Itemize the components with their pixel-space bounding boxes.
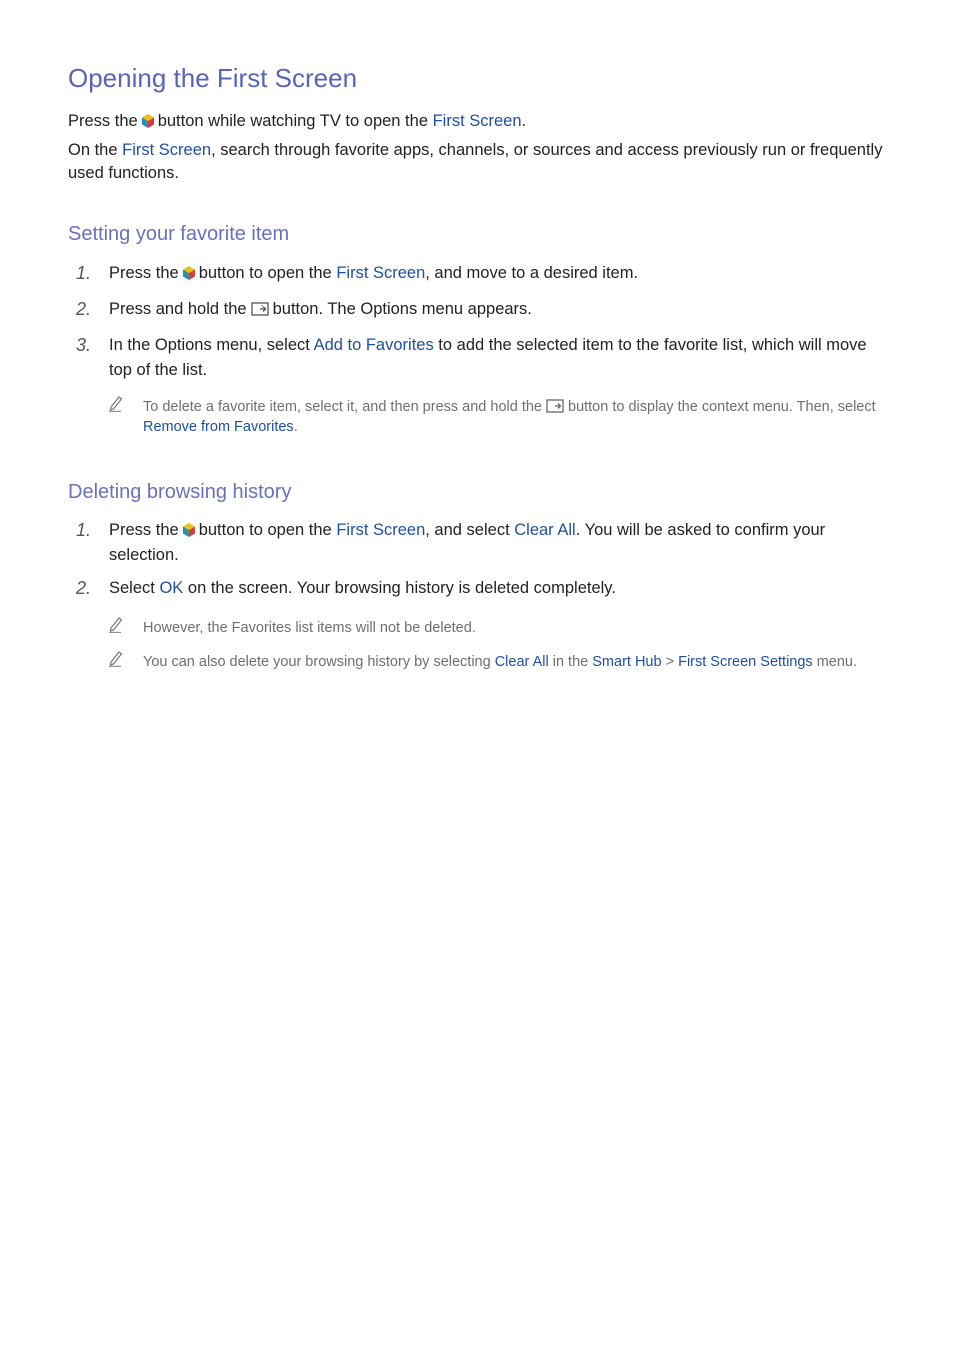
pencil-note-icon bbox=[108, 649, 124, 667]
options-button-icon bbox=[251, 302, 269, 316]
intro-paragraph-1 bbox=[68, 110, 888, 133]
step-number: 2. bbox=[76, 299, 92, 319]
step-text-part: on the screen. Your browsing history is deleted completely. bbox=[187, 579, 616, 597]
step-number: 3. bbox=[76, 335, 92, 355]
step-text bbox=[109, 333, 879, 383]
section-heading-favorite: Setting your favorite item bbox=[68, 223, 290, 245]
step-text-part: Press and hold the bbox=[109, 300, 247, 318]
step-text-part: , and move to a desired item. bbox=[425, 264, 639, 282]
note-text-part: You can also delete your browsing history by selecting bbox=[143, 654, 491, 670]
remove-from-favorites-term: Remove from Favorites bbox=[143, 419, 294, 435]
options-button-icon bbox=[546, 399, 564, 413]
breadcrumb-separator: > bbox=[665, 654, 675, 670]
add-to-favorites-term: Add to Favorites bbox=[313, 336, 434, 354]
intro-period: . bbox=[521, 112, 527, 130]
intro-text: Press the bbox=[68, 112, 138, 130]
step-text-part: button. The Options menu appears. bbox=[272, 300, 532, 318]
note-text-part: button to display the context menu. Then, select bbox=[568, 399, 876, 415]
pencil-note-icon bbox=[108, 394, 124, 412]
step-number: 2. bbox=[76, 578, 92, 598]
step-text-part: In the Options menu, select bbox=[109, 336, 310, 354]
step-number: 1. bbox=[76, 263, 92, 283]
smart-hub-home-icon bbox=[142, 114, 154, 128]
step-text-part: Select bbox=[109, 579, 155, 597]
ok-term: OK bbox=[159, 579, 184, 597]
smart-hub-home-icon bbox=[183, 523, 195, 537]
section-heading-history: Deleting browsing history bbox=[68, 481, 292, 503]
note-text-part: To delete a favorite item, select it, and then press and hold the bbox=[143, 399, 542, 415]
step-text-part: button to open the bbox=[198, 264, 332, 282]
intro-text: button while watching TV to open the bbox=[157, 112, 428, 130]
step-text bbox=[109, 576, 879, 601]
first-screen-term: First Screen bbox=[122, 141, 212, 159]
step-text-part: , and select bbox=[425, 521, 510, 539]
step-text-part: Press the bbox=[109, 264, 179, 282]
intro-paragraph-2 bbox=[68, 139, 888, 185]
smart-hub-term: Smart Hub bbox=[592, 654, 662, 670]
intro-text: On the bbox=[68, 141, 118, 159]
smart-hub-home-icon bbox=[183, 266, 195, 280]
note-text bbox=[143, 397, 888, 437]
step-text-part: . You will be asked to confirm your selection. bbox=[109, 521, 826, 564]
intro-text: , search through favorite apps, channels, or sources and access previously run or frequently used functions. bbox=[68, 141, 883, 182]
first-screen-term: First Screen bbox=[432, 112, 522, 130]
first-screen-term: First Screen bbox=[336, 521, 426, 539]
step-text bbox=[109, 518, 879, 568]
note-text bbox=[143, 652, 888, 672]
first-screen-settings-term: First Screen Settings bbox=[678, 654, 813, 670]
note-text-part: menu. bbox=[816, 654, 858, 670]
pencil-note-icon bbox=[108, 615, 124, 633]
step-text-part: button to open the bbox=[198, 521, 332, 539]
step-text-part: Press the bbox=[109, 521, 179, 539]
clear-all-term: Clear All bbox=[514, 521, 576, 539]
step-text bbox=[109, 261, 879, 286]
step-text bbox=[109, 297, 879, 322]
note-text-part: in the bbox=[552, 654, 589, 670]
clear-all-term: Clear All bbox=[494, 654, 549, 670]
note-text: However, the Favorites list items will not be deleted. bbox=[143, 620, 476, 636]
first-screen-term: First Screen bbox=[336, 264, 426, 282]
page-title: Opening the First Screen bbox=[68, 63, 358, 93]
step-number: 1. bbox=[76, 520, 92, 540]
step-text-part: to add the selected item to the favorite list, which will move top of the list. bbox=[109, 336, 867, 379]
note-period: . bbox=[293, 419, 298, 435]
